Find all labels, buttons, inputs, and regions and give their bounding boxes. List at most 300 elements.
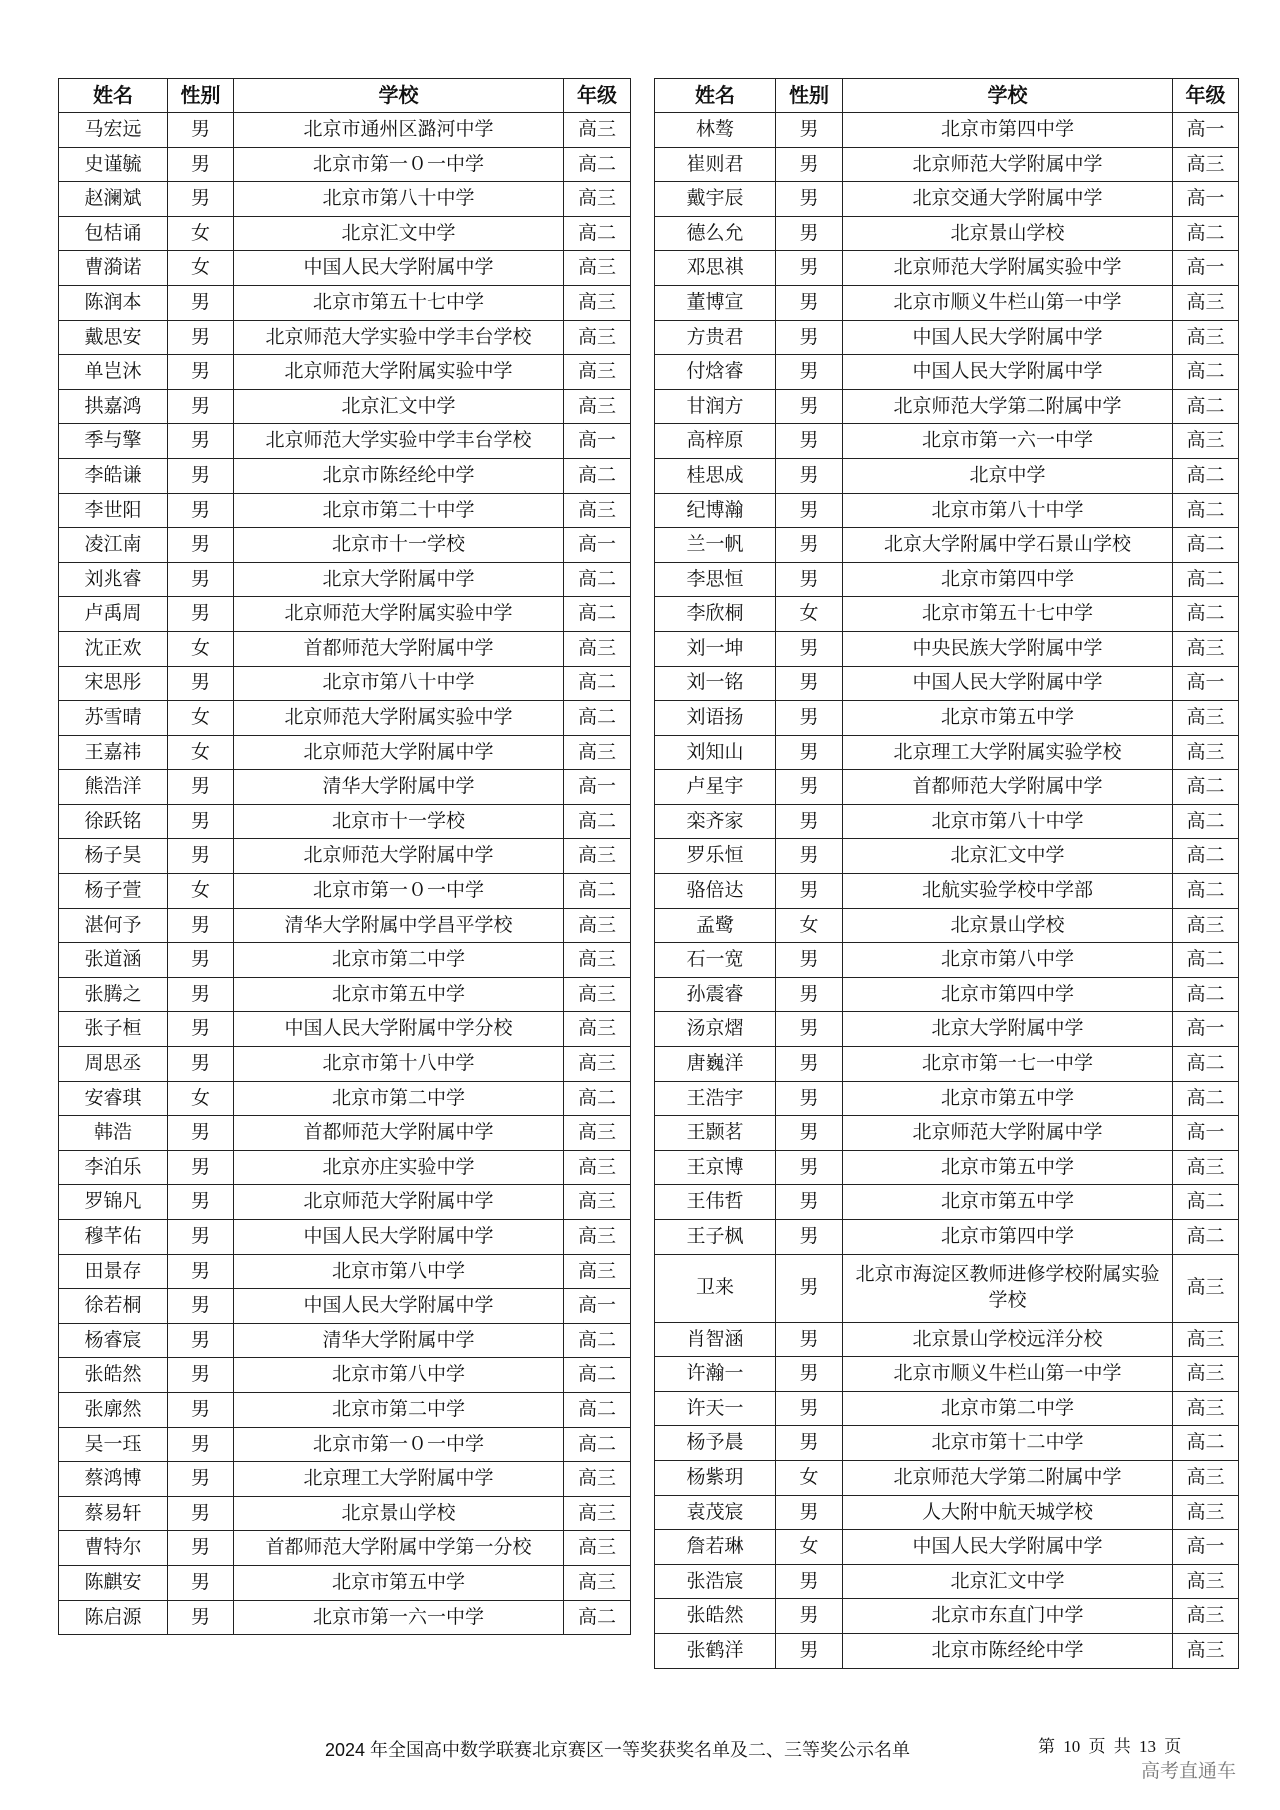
cell-name: 张道涵: [59, 943, 168, 978]
table-row: [655, 1047, 1239, 1082]
cell-gender: 男: [776, 1185, 843, 1220]
cell-school: 首都师范大学附属中学: [234, 631, 564, 666]
cell-gender: 男: [776, 804, 843, 839]
cell-school: 北京中学: [843, 458, 1173, 493]
cell-name: 戴宇辰: [655, 182, 776, 217]
cell-name: 桂思成: [655, 458, 776, 493]
cell-name: 张皓然: [59, 1358, 168, 1393]
cell-name: 卢星宇: [655, 770, 776, 805]
cell-gender: 男: [168, 1116, 234, 1151]
table-row: [59, 908, 631, 943]
cell-name: 骆倍达: [655, 874, 776, 909]
cell-gender: 男: [776, 735, 843, 770]
table-row: [59, 597, 631, 632]
cell-school: 北京市陈经纶中学: [843, 1633, 1173, 1668]
cell-school: 北京市第二中学: [234, 1081, 564, 1116]
cell-grade: 高一: [564, 770, 631, 805]
cell-school: 北京师范大学附属中学: [843, 147, 1173, 182]
page-number: 第 10 页 共 13 页: [1038, 1737, 1182, 1756]
cell-gender: 男: [168, 493, 234, 528]
cell-school: 北京市第八中学: [234, 1358, 564, 1393]
cell-name: 罗乐恒: [655, 839, 776, 874]
table-row: [59, 251, 631, 286]
cell-name: 纪博瀚: [655, 493, 776, 528]
cell-gender: 男: [776, 1633, 843, 1668]
cell-name: 杨子萱: [59, 874, 168, 909]
cell-gender: 女: [776, 1460, 843, 1495]
cell-name: 王京博: [655, 1150, 776, 1185]
cell-name: 安睿琪: [59, 1081, 168, 1116]
cell-school: 北京汇文中学: [234, 389, 564, 424]
table-row: [655, 735, 1239, 770]
cell-grade: 高一: [1173, 1530, 1239, 1565]
cell-name: 蔡鸿博: [59, 1462, 168, 1497]
cell-gender: 男: [168, 977, 234, 1012]
cell-name: 拱嘉鸿: [59, 389, 168, 424]
cell-school: 北京景山学校远洋分校: [843, 1322, 1173, 1357]
cell-gender: 男: [776, 1254, 843, 1322]
cell-grade: 高二: [564, 804, 631, 839]
cell-name: 赵澜斌: [59, 182, 168, 217]
cell-name: 包桔诵: [59, 216, 168, 251]
table-row: [59, 1462, 631, 1497]
table-row: [59, 424, 631, 459]
table-row: [655, 977, 1239, 1012]
cell-grade: 高三: [564, 182, 631, 217]
cell-grade: 高三: [564, 1047, 631, 1082]
cell-gender: 女: [776, 597, 843, 632]
cell-grade: 高二: [1173, 839, 1239, 874]
cell-name: 王浩宇: [655, 1081, 776, 1116]
cell-gender: 男: [776, 528, 843, 563]
table-row: [59, 1150, 631, 1185]
table-row: [655, 528, 1239, 563]
cell-gender: 男: [168, 1427, 234, 1462]
cell-grade: 高三: [564, 1462, 631, 1497]
cell-gender: 男: [168, 1496, 234, 1531]
cell-grade: 高一: [1173, 113, 1239, 148]
cell-school: 北京市顺义牛栏山第一中学: [843, 1357, 1173, 1392]
cell-grade: 高二: [1173, 943, 1239, 978]
cell-grade: 高二: [564, 701, 631, 736]
cell-name: 湛何予: [59, 908, 168, 943]
cell-school: 北京市陈经纶中学: [234, 458, 564, 493]
cell-school: 北京市第一０一中学: [234, 874, 564, 909]
cell-grade: 高二: [1173, 1185, 1239, 1220]
cell-school: 北京市第一０一中学: [234, 147, 564, 182]
cell-gender: 男: [776, 1220, 843, 1255]
cell-name: 兰一帆: [655, 528, 776, 563]
cell-grade: 高三: [564, 1185, 631, 1220]
cell-school: 北京师范大学附属实验中学: [234, 355, 564, 390]
table-row: [59, 1254, 631, 1289]
cell-gender: 男: [168, 943, 234, 978]
cell-gender: 男: [776, 182, 843, 217]
cell-grade: 高二: [1173, 389, 1239, 424]
table-row: [655, 1460, 1239, 1495]
table-row: [59, 1392, 631, 1427]
cell-gender: 男: [168, 355, 234, 390]
cell-school: 北京市第二中学: [843, 1391, 1173, 1426]
cell-name: 徐若桐: [59, 1289, 168, 1324]
cell-grade: 高二: [1173, 216, 1239, 251]
cell-grade: 高二: [564, 1600, 631, 1635]
cell-school: 中国人民大学附属中学: [843, 355, 1173, 390]
cell-school: 北京师范大学附属中学: [234, 735, 564, 770]
cell-grade: 高二: [564, 597, 631, 632]
cell-gender: 男: [776, 1599, 843, 1634]
cell-gender: 男: [776, 320, 843, 355]
cell-gender: 男: [776, 285, 843, 320]
table-header-row: [655, 79, 1239, 113]
cell-name: 苏雪晴: [59, 701, 168, 736]
cell-grade: 高二: [1173, 562, 1239, 597]
cell-school: 北京汇文中学: [234, 216, 564, 251]
cell-name: 高梓原: [655, 424, 776, 459]
cell-school: 北京市十一学校: [234, 528, 564, 563]
table-row: [655, 597, 1239, 632]
cell-gender: 男: [776, 874, 843, 909]
table-row: [655, 285, 1239, 320]
table-row: [59, 182, 631, 217]
cell-name: 石一宽: [655, 943, 776, 978]
cell-gender: 女: [168, 735, 234, 770]
cell-grade: 高二: [1173, 493, 1239, 528]
cell-name: 刘兆睿: [59, 562, 168, 597]
cell-name: 李思恒: [655, 562, 776, 597]
table-row: [59, 1565, 631, 1600]
header-grade: 年级: [564, 79, 631, 113]
table-row: [59, 874, 631, 909]
cell-school: 北京市第一六一中学: [234, 1600, 564, 1635]
table-row: [59, 804, 631, 839]
cell-grade: 高二: [1173, 355, 1239, 390]
cell-gender: 男: [776, 147, 843, 182]
cell-school: 中国人民大学附属中学: [843, 320, 1173, 355]
cell-name: 付焓睿: [655, 355, 776, 390]
cell-gender: 男: [776, 1322, 843, 1357]
cell-school: 首都师范大学附属中学: [234, 1116, 564, 1151]
cell-school: 北京师范大学实验中学丰台学校: [234, 424, 564, 459]
cell-name: 戴思安: [59, 320, 168, 355]
table-row: [59, 113, 631, 148]
cell-grade: 高三: [1173, 1460, 1239, 1495]
cell-school: 北京交通大学附属中学: [843, 182, 1173, 217]
cell-name: 单岂沐: [59, 355, 168, 390]
cell-name: 王伟哲: [655, 1185, 776, 1220]
cell-school: 北航实验学校中学部: [843, 874, 1173, 909]
cell-name: 刘一铭: [655, 666, 776, 701]
cell-name: 曹漪诺: [59, 251, 168, 286]
cell-grade: 高二: [564, 666, 631, 701]
cell-school: 北京师范大学附属中学: [843, 1116, 1173, 1151]
cell-gender: 男: [776, 355, 843, 390]
cell-school: 北京市第八中学: [843, 943, 1173, 978]
cell-grade: 高三: [564, 1012, 631, 1047]
cell-name: 林骜: [655, 113, 776, 148]
cell-grade: 高三: [564, 1150, 631, 1185]
cell-gender: 男: [776, 493, 843, 528]
cell-school: 中国人民大学附属中学: [843, 666, 1173, 701]
table-row: [655, 804, 1239, 839]
cell-school: 北京市第四中学: [843, 1220, 1173, 1255]
cell-school: 中国人民大学附属中学: [843, 1530, 1173, 1565]
cell-school: 清华大学附属中学: [234, 1323, 564, 1358]
cell-grade: 高三: [1173, 908, 1239, 943]
table-row: [655, 1564, 1239, 1599]
cell-name: 季与擎: [59, 424, 168, 459]
table-row: [655, 1599, 1239, 1634]
cell-gender: 男: [168, 839, 234, 874]
cell-grade: 高一: [1173, 1012, 1239, 1047]
cell-grade: 高三: [564, 735, 631, 770]
table-row: [655, 631, 1239, 666]
cell-grade: 高三: [564, 943, 631, 978]
cell-name: 张皓然: [655, 1599, 776, 1634]
watermark: 高考直通车: [1141, 1760, 1237, 1782]
cell-school: 北京亦庄实验中学: [234, 1150, 564, 1185]
cell-gender: 男: [168, 1185, 234, 1220]
cell-name: 卢禹周: [59, 597, 168, 632]
cell-school: 北京师范大学第二附属中学: [843, 389, 1173, 424]
cell-gender: 男: [776, 424, 843, 459]
cell-gender: 男: [168, 1047, 234, 1082]
header-grade: 年级: [1173, 79, 1239, 113]
cell-grade: 高三: [1173, 285, 1239, 320]
table-row: [655, 839, 1239, 874]
cell-gender: 男: [168, 389, 234, 424]
cell-grade: 高三: [1173, 1322, 1239, 1357]
cell-gender: 男: [168, 528, 234, 563]
cell-grade: 高一: [564, 424, 631, 459]
table-row: [59, 1047, 631, 1082]
cell-school: 人大附中航天城学校: [843, 1495, 1173, 1530]
cell-name: 张鹤洋: [655, 1633, 776, 1668]
cell-gender: 男: [776, 701, 843, 736]
cell-gender: 男: [776, 977, 843, 1012]
header-gender: 性别: [776, 79, 843, 113]
cell-name: 杨紫玥: [655, 1460, 776, 1495]
cell-grade: 高三: [1173, 1564, 1239, 1599]
table-row: [59, 1358, 631, 1393]
cell-gender: 男: [776, 216, 843, 251]
cell-grade: 高二: [564, 1081, 631, 1116]
cell-school: 北京市顺义牛栏山第一中学: [843, 285, 1173, 320]
cell-name: 熊浩洋: [59, 770, 168, 805]
cell-grade: 高三: [564, 1496, 631, 1531]
cell-gender: 男: [776, 770, 843, 805]
cell-name: 田景存: [59, 1254, 168, 1289]
cell-grade: 高二: [564, 1323, 631, 1358]
cell-school: 北京市第五中学: [234, 977, 564, 1012]
cell-gender: 男: [776, 1081, 843, 1116]
cell-gender: 男: [776, 113, 843, 148]
table-row: [59, 562, 631, 597]
cell-name: 张腾之: [59, 977, 168, 1012]
cell-gender: 女: [168, 631, 234, 666]
cell-school: 北京大学附属中学石景山学校: [843, 528, 1173, 563]
cell-school: 清华大学附属中学昌平学校: [234, 908, 564, 943]
cell-school: 北京市第四中学: [843, 113, 1173, 148]
cell-gender: 男: [168, 1220, 234, 1255]
cell-gender: 女: [776, 908, 843, 943]
table-row: [59, 355, 631, 390]
document-title-footer: 2024 年全国高中数学联赛北京赛区一等奖获奖名单及二、三等奖公示名单: [325, 1740, 911, 1760]
cell-grade: 高三: [1173, 701, 1239, 736]
table-row: [59, 631, 631, 666]
cell-grade: 高三: [1173, 147, 1239, 182]
cell-school: 北京市第八中学: [234, 1254, 564, 1289]
table-row: [655, 1185, 1239, 1220]
table-row: [59, 458, 631, 493]
cell-school: 中国人民大学附属中学: [234, 1289, 564, 1324]
table-row: [655, 1254, 1239, 1322]
table-row: [655, 1150, 1239, 1185]
cell-school: 北京市第一六一中学: [843, 424, 1173, 459]
table-row: [655, 562, 1239, 597]
cell-school: 北京市第二中学: [234, 1392, 564, 1427]
cell-gender: 男: [168, 770, 234, 805]
cell-school: 北京大学附属中学: [234, 562, 564, 597]
cell-gender: 男: [168, 1462, 234, 1497]
cell-name: 栾齐家: [655, 804, 776, 839]
cell-gender: 男: [168, 804, 234, 839]
table-row: [655, 701, 1239, 736]
cell-grade: 高三: [564, 977, 631, 1012]
table-row: [59, 1081, 631, 1116]
cell-school: 北京市第五中学: [843, 1185, 1173, 1220]
table-row: [59, 977, 631, 1012]
header-school: 学校: [234, 79, 564, 113]
cell-school: 中国人民大学附属中学: [234, 1220, 564, 1255]
cell-school: 北京师范大学附属中学: [234, 839, 564, 874]
table-row: [59, 389, 631, 424]
cell-grade: 高三: [1173, 631, 1239, 666]
cell-gender: 男: [168, 1600, 234, 1635]
cell-grade: 高一: [1173, 182, 1239, 217]
cell-gender: 男: [776, 1012, 843, 1047]
cell-school: 北京市第一０一中学: [234, 1427, 564, 1462]
cell-grade: 高二: [564, 562, 631, 597]
cell-school: 北京景山学校: [843, 216, 1173, 251]
cell-name: 罗锦凡: [59, 1185, 168, 1220]
table-row: [59, 1289, 631, 1324]
cell-grade: 高二: [1173, 528, 1239, 563]
cell-grade: 高一: [1173, 1116, 1239, 1151]
cell-grade: 高二: [564, 1358, 631, 1393]
table-row: [59, 1012, 631, 1047]
cell-school: 北京汇文中学: [843, 1564, 1173, 1599]
cell-name: 李皓谦: [59, 458, 168, 493]
cell-school: 北京市第五中学: [843, 1150, 1173, 1185]
table-row: [655, 320, 1239, 355]
cell-gender: 男: [776, 251, 843, 286]
cell-name: 李欣桐: [655, 597, 776, 632]
table-row: [655, 1391, 1239, 1426]
cell-school: 北京市第五中学: [843, 701, 1173, 736]
cell-name: 陈麒安: [59, 1565, 168, 1600]
cell-school: 北京景山学校: [843, 908, 1173, 943]
cell-school: 北京市第四中学: [843, 977, 1173, 1012]
cell-grade: 高二: [564, 1392, 631, 1427]
cell-school: 清华大学附属中学: [234, 770, 564, 805]
cell-name: 崔则君: [655, 147, 776, 182]
table-row: [655, 874, 1239, 909]
cell-grade: 高三: [564, 493, 631, 528]
cell-grade: 高三: [564, 389, 631, 424]
cell-grade: 高一: [1173, 251, 1239, 286]
cell-gender: 男: [776, 1357, 843, 1392]
cell-gender: 男: [168, 908, 234, 943]
cell-grade: 高一: [564, 1289, 631, 1324]
cell-gender: 女: [168, 874, 234, 909]
cell-name: 陈启源: [59, 1600, 168, 1635]
cell-name: 许瀚一: [655, 1357, 776, 1392]
cell-grade: 高三: [1173, 1357, 1239, 1392]
table-row: [655, 113, 1239, 148]
cell-gender: 男: [168, 424, 234, 459]
cell-school: 北京市第四中学: [843, 562, 1173, 597]
cell-gender: 女: [168, 701, 234, 736]
table-row: [59, 216, 631, 251]
table-row: [655, 389, 1239, 424]
cell-school: 北京师范大学实验中学丰台学校: [234, 320, 564, 355]
cell-name: 邓思祺: [655, 251, 776, 286]
cell-grade: 高二: [564, 874, 631, 909]
table-row: [59, 839, 631, 874]
cell-name: 许天一: [655, 1391, 776, 1426]
table-row: [655, 1081, 1239, 1116]
cell-name: 刘语扬: [655, 701, 776, 736]
cell-gender: 男: [168, 182, 234, 217]
cell-name: 杨睿宸: [59, 1323, 168, 1358]
cell-grade: 高二: [1173, 1081, 1239, 1116]
cell-grade: 高三: [564, 1116, 631, 1151]
table-row: [59, 1600, 631, 1635]
cell-gender: 男: [776, 943, 843, 978]
cell-gender: 男: [168, 320, 234, 355]
cell-name: 徐跃铭: [59, 804, 168, 839]
cell-school: 北京市第十八中学: [234, 1047, 564, 1082]
cell-grade: 高二: [1173, 770, 1239, 805]
table-row: [59, 943, 631, 978]
table-row: [655, 908, 1239, 943]
cell-gender: 男: [776, 1150, 843, 1185]
cell-grade: 高三: [564, 1565, 631, 1600]
cell-school: 首都师范大学附属中学第一分校: [234, 1531, 564, 1566]
cell-school: 中国人民大学附属中学分校: [234, 1012, 564, 1047]
table-row: [655, 1116, 1239, 1151]
cell-grade: 高三: [564, 113, 631, 148]
cell-grade: 高三: [564, 1254, 631, 1289]
cell-gender: 男: [168, 1358, 234, 1393]
cell-gender: 女: [776, 1530, 843, 1565]
header-name: 姓名: [59, 79, 168, 113]
cell-grade: 高三: [564, 1220, 631, 1255]
cell-name: 董博宣: [655, 285, 776, 320]
cell-gender: 男: [776, 1116, 843, 1151]
cell-gender: 男: [776, 1047, 843, 1082]
table-row: [655, 216, 1239, 251]
cell-gender: 女: [168, 251, 234, 286]
cell-grade: 高三: [1173, 1633, 1239, 1668]
cell-name: 刘知山: [655, 735, 776, 770]
cell-name: 凌江南: [59, 528, 168, 563]
cell-name: 方贵君: [655, 320, 776, 355]
table-row: [655, 493, 1239, 528]
cell-name: 蔡易轩: [59, 1496, 168, 1531]
cell-school: 北京市第二中学: [234, 943, 564, 978]
